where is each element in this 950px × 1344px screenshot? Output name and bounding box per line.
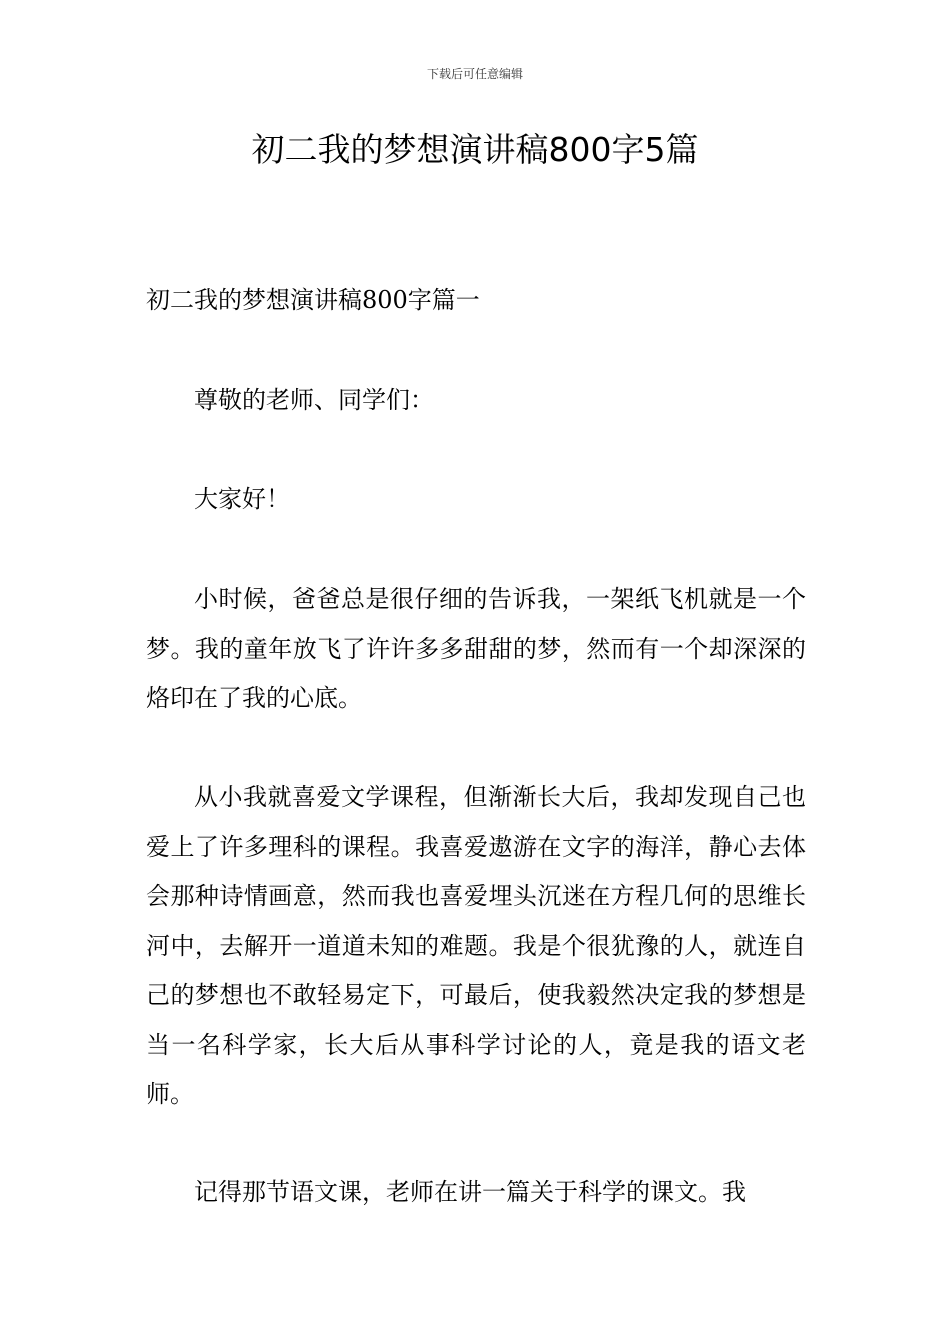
paragraph-childhood-dream: 小时候，爸爸总是很仔细的告诉我，一架纸飞机就是一个梦。我的童年放飞了许许多多甜甜的梦，然而有一个却深深的烙印在了我的心底。 [146, 585, 806, 712]
document-title: 初二我的梦想演讲稿800字5篇 [251, 130, 699, 169]
paragraph-interests: 从小我就喜爱文学课程，但渐渐长大后，我却发现自己也爱上了许多理科的课程。我喜爱遨游在文字的海洋，静心去体会那种诗情画意，然而我也喜爱埋头沉迷在方程几何的思维长河中，去解开一道道未知的难题。我是个很犹豫的人，就连自己的梦想也不敢轻易定下，可最后，使我毅然决定我的梦想是当一名科学家，长大后从事科学讨论的人，竟是我的语文老师。 [146, 783, 806, 1108]
section-heading: 初二我的梦想演讲稿800字篇一 [146, 286, 480, 314]
paragraph-chinese-class: 记得那节语文课，老师在讲一篇关于科学的课文。我 [194, 1178, 746, 1206]
paragraph-hello: 大家好！ [194, 485, 290, 513]
header-note: 下载后可任意编辑 [426, 67, 523, 81]
paragraph-greeting: 尊敬的老师、同学们： [194, 386, 434, 414]
